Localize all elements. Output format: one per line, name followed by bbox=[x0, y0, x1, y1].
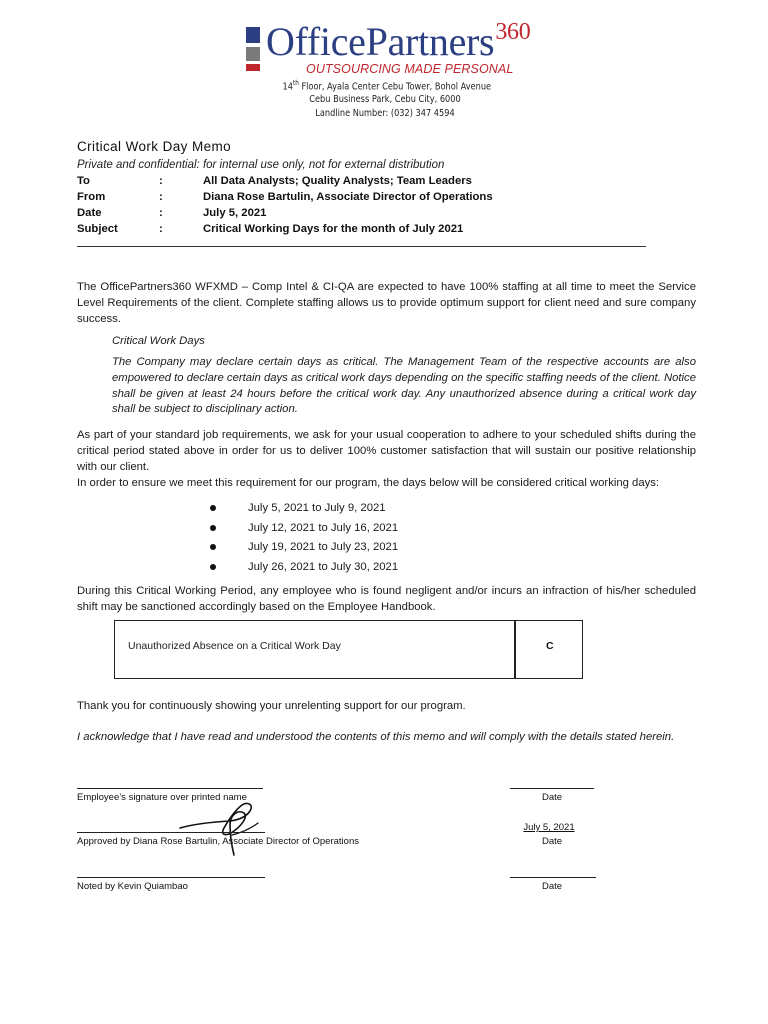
logo-mark bbox=[246, 27, 260, 71]
bullet-icon bbox=[210, 564, 216, 570]
memo-field-from bbox=[77, 191, 677, 206]
address-line-2: Cebu Business Park, Cebu City, 6000 bbox=[309, 94, 461, 105]
bullet-icon bbox=[210, 505, 216, 511]
noter-date-label: Date bbox=[541, 881, 563, 892]
field-value: Diana Rose Bartulin, Associate Director of Operations bbox=[203, 191, 493, 203]
bullet-icon bbox=[210, 544, 216, 550]
approver-date-label: Date bbox=[541, 836, 563, 847]
employee-signature-line bbox=[77, 788, 263, 789]
ensure-paragraph: In order to ensure we meet this requirement for our program, the days below will be considered critical working days: bbox=[77, 477, 660, 489]
critical-dates-list bbox=[210, 502, 510, 580]
sanction-table bbox=[114, 620, 583, 679]
thanks-paragraph: Thank you for continuously showing your unrelenting support for our program. bbox=[77, 700, 466, 712]
field-label: Subject bbox=[77, 223, 118, 235]
employee-date-line bbox=[510, 788, 594, 789]
intro-paragraph: The OfficePartners360 WFXMD – Comp Intel & CI-QA are expected to have 100% staffing at all time to meet the Service Level Requirements of the client. Complete staffing allows us to provide optimum support for client need and sure company success. bbox=[77, 281, 696, 325]
employee-date-label: Date bbox=[541, 792, 563, 803]
approver-label: Approved by Diana Rose Bartulin, Associate Director of Operations bbox=[77, 836, 359, 847]
company-tagline: OUTSOURCING MADE PERSONAL bbox=[306, 62, 514, 76]
memo-field-subject bbox=[77, 223, 677, 238]
approver-signature-line bbox=[77, 832, 265, 833]
employee-signature-label: Employee’s signature over printed name bbox=[77, 792, 247, 803]
list-item: July 12, 2021 to July 16, 2021 bbox=[210, 522, 510, 542]
sanction-code-cell: C bbox=[546, 640, 554, 652]
memo-field-date bbox=[77, 207, 677, 222]
field-value: July 5, 2021 bbox=[203, 207, 267, 219]
request-paragraph: As part of your standard job requirements, we ask for your usual cooperation to adhere to your scheduled shifts during the critical period stated above in order for us to deliver 100% customer satisfaction that will sustain our positive relationship with our client. bbox=[77, 429, 696, 473]
field-value: All Data Analysts; Quality Analysts; Team Leaders bbox=[203, 175, 472, 187]
memo-field-to bbox=[77, 175, 677, 190]
list-item: July 5, 2021 to July 9, 2021 bbox=[210, 502, 510, 522]
list-item: July 26, 2021 to July 30, 2021 bbox=[210, 561, 510, 581]
noter-label: Noted by Kevin Quiambao bbox=[77, 881, 188, 892]
critical-work-days-heading: Critical Work Days bbox=[112, 335, 205, 347]
field-label: Date bbox=[77, 207, 102, 219]
acknowledgement-statement: I acknowledge that I have read and understood the contents of this memo and will comply with the details stated herein. bbox=[77, 731, 675, 743]
field-label: From bbox=[77, 191, 106, 203]
address-line-1: 14th Floor, Ayala Center Cebu Tower, Bohol Avenue bbox=[282, 79, 492, 93]
field-colon: : bbox=[159, 223, 163, 235]
field-value: Critical Working Days for the month of July 2021 bbox=[203, 223, 464, 235]
bullet-icon bbox=[210, 525, 216, 531]
field-label: To bbox=[77, 175, 90, 187]
field-colon: : bbox=[159, 207, 163, 219]
critical-work-days-policy: The Company may declare certain days as critical. The Management Team of the respective accounts are also empowered to declare certain days as critical work days depending on the specific staffing needs of the client. Notice shall be given at least 24 hours before the critical work day. Any unauthorized absence during a critical work day shall be subject to disciplinary action. bbox=[112, 356, 696, 416]
noter-signature-line bbox=[77, 877, 265, 878]
address-line-3: Landline Number: (032) 347 4594 bbox=[315, 108, 455, 119]
handwritten-signature bbox=[172, 797, 272, 859]
noter-date-line bbox=[510, 877, 596, 878]
sanction-paragraph: During this Critical Working Period, any employee who is found negligent and/or incurs an infraction of his/her scheduled shift may be sanctioned accordingly based on the Employee Handbook. bbox=[77, 585, 696, 613]
company-logo-wordmark: OfficePartners$^{360}$ bbox=[266, 19, 531, 64]
field-colon: : bbox=[159, 191, 163, 203]
list-item: July 19, 2021 to July 23, 2021 bbox=[210, 541, 510, 561]
field-colon: : bbox=[159, 175, 163, 187]
approval-date: July 5, 2021 bbox=[523, 822, 575, 833]
header-divider bbox=[77, 246, 646, 247]
memo-title: Critical Work Day Memo bbox=[77, 139, 232, 154]
confidentiality-notice: Private and confidential: for internal use only, not for external distribution bbox=[77, 159, 445, 171]
infraction-cell: Unauthorized Absence on a Critical Work Day bbox=[115, 621, 516, 678]
